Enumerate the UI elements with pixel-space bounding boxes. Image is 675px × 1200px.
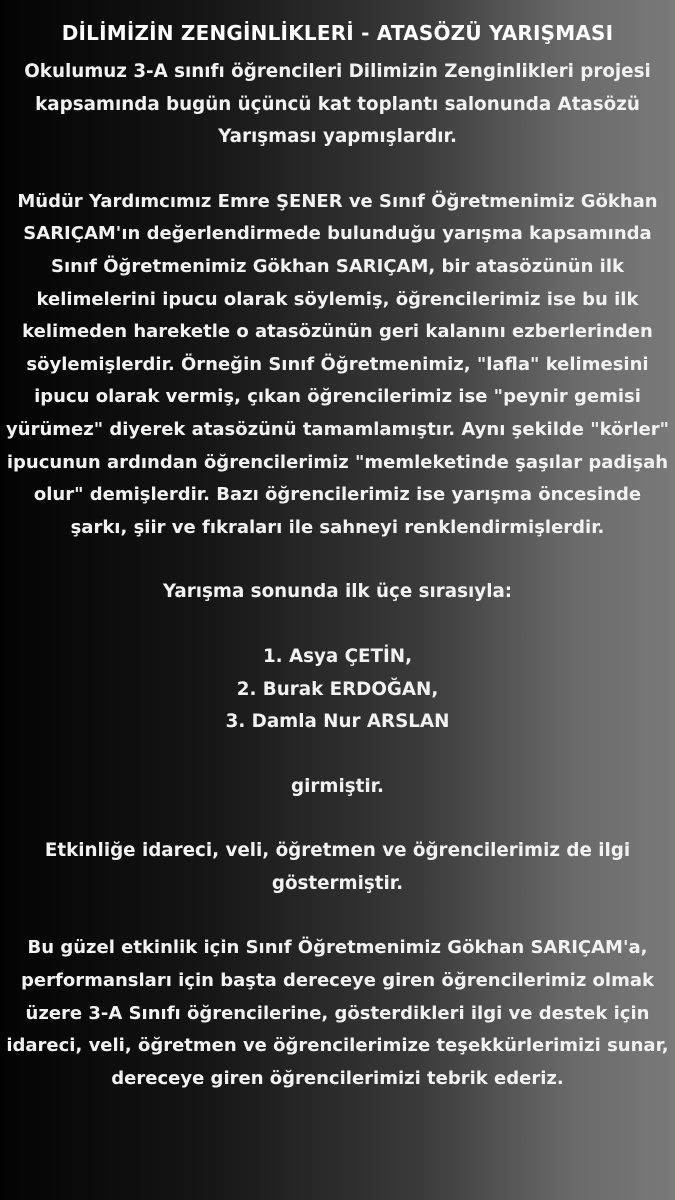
paragraph-spacer xyxy=(6,544,669,576)
ranking-intro: Yarışma sonunda ilk üçe sırasıyla: xyxy=(162,581,513,603)
paragraph-spacer xyxy=(6,609,669,641)
thanks-paragraph: Bu güzel etkinlik için Sınıf Öğretmenimiz Gökhan SARIÇAM'a, performansları için başta dereceye giren öğrencilerimiz olmak üzere 3-A Sınıfı öğrencilerine, gösterdikleri ilgi ve destek için idareci, veli, öğretmen ve öğrencilerimize teşekkürlerimizi sunar, dereceye giren öğrencilerimizi tebrik ederiz. xyxy=(6,937,669,1089)
winners-list xyxy=(6,641,669,739)
intro-paragraph: Okulumuz 3-A sınıfı öğrencileri Dilimizin Zenginlikleri projesi kapsamında bugün üçüncü kat toplantı salonunda Atasözü Yarışması yapmışlardır. xyxy=(24,61,651,148)
paragraph-spacer xyxy=(6,739,669,771)
body-paragraph: Müdür Yardımcımız Emre ŞENER ve Sınıf Öğretmenimiz Gökhan SARIÇAM'ın değerlendirmede bulunduğu yarışma kapsamında Sınıf Öğretmenimiz Gökhan SARIÇAM, bir atasözünün ilk kelimelerini ipucu olarak söylemiş, öğrencilerimiz ise bu ilk kelimeden hareketle o atasözünün geri kalanını ezberlerinden söylemişlerdir. Örneğin Sınıf Öğretmenimiz, "lafla" kelimesini ipucu olarak vermiş, çıkan öğrencilerimiz ise "peynir gemisi yürümez" diyerek atasözünü tamamlamıştır. Aynı şekilde "körler" ipucunun ardından öğrencilerimiz "memleketinde şaşılar padişah olur" demişlerdir. Bazı öğrencilerimiz ise yarışma öncesinde şarkı, şiir ve fıkraları ile sahneyi renklendirmişlerdir. xyxy=(6,190,669,538)
page-title: DİLİMİZİN ZENGİNLİKLERİ - ATASÖZÜ YARIŞMASI xyxy=(61,21,614,45)
paragraph-spacer xyxy=(6,154,669,186)
winner-second: 2. Burak ERDOĞAN, xyxy=(236,678,439,700)
ranking-outro: girmiştir. xyxy=(291,775,384,797)
winner-first: 1. Asya ÇETİN, xyxy=(262,645,413,667)
paragraph-spacer xyxy=(6,900,669,932)
winner-third: 3. Damla Nur ARSLAN xyxy=(225,711,450,733)
attendance-paragraph: Etkinliğe idareci, veli, öğretmen ve öğrencilerimiz de ilgi göstermiştir. xyxy=(44,840,631,894)
paragraph-spacer xyxy=(6,803,669,835)
